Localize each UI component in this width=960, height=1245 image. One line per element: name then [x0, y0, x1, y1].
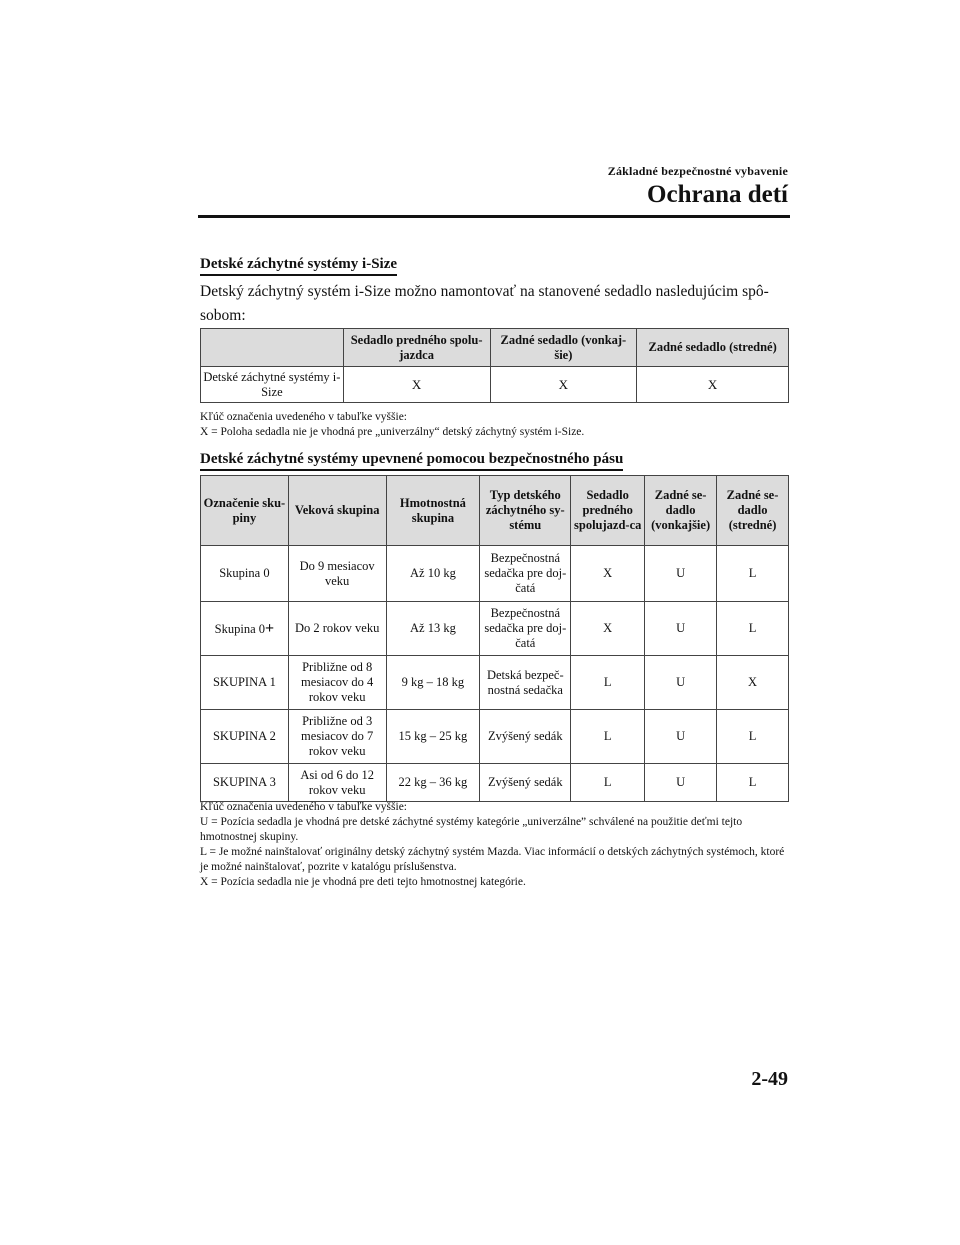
table-cell: Zvýšený sedák	[480, 710, 571, 764]
table-cell: L	[717, 546, 789, 602]
notes-isize	[200, 410, 792, 440]
table-cell: U	[645, 710, 717, 764]
table-cell: Detské záchytné systémy i-Size	[201, 367, 344, 403]
table-cell: L	[571, 656, 645, 710]
table-cell: Až 13 kg	[386, 602, 480, 656]
table-cell: Približne od 3 mesiacov do 7 rokov veku	[288, 710, 386, 764]
table-row	[201, 764, 789, 802]
table-cell: Bezpečnostná sedačka pre doj-čatá	[480, 546, 571, 602]
table-header-cell: Veková skupina	[288, 476, 386, 546]
table-cell	[201, 602, 289, 656]
table-row	[201, 710, 789, 764]
table-header-cell: Typ detského záchytného sy-stému	[480, 476, 571, 546]
table-cell: X	[717, 656, 789, 710]
table-header-cell: Označenie sku-piny	[201, 476, 289, 546]
table-header-cell: Sedadlo predného spolu-jazdca	[343, 329, 490, 367]
table-cell: U	[645, 602, 717, 656]
belt-table	[200, 475, 789, 802]
table-cell: 9 kg – 18 kg	[386, 656, 480, 710]
table-header-cell: Sedadlo predného spolujazd-ca	[571, 476, 645, 546]
table-cell: Bezpečnostná sedačka pre doj-čatá	[480, 602, 571, 656]
table-cell: X	[343, 367, 490, 403]
group-label: Skupina 0	[214, 621, 266, 636]
table-cell: 15 kg – 25 kg	[386, 710, 480, 764]
note-line: Kľúč označenia uvedeného v tabuľke vyššie:	[200, 411, 408, 423]
section-subtitle: Základné bezpečnostné vybavenie	[607, 164, 788, 178]
table-row	[201, 546, 789, 602]
table-cell: X	[571, 546, 645, 602]
table-cell: Skupina 0	[201, 546, 289, 602]
table-cell: U	[645, 656, 717, 710]
table-cell: Do 9 mesiacov veku	[288, 546, 386, 602]
table-cell: L	[717, 710, 789, 764]
page-number: 2-49	[751, 1068, 788, 1090]
table-header-cell: Zadné se-dadlo (vonkajšie)	[645, 476, 717, 546]
table-cell: SKUPINA 2	[201, 710, 289, 764]
table-cell: 22 kg – 36 kg	[386, 764, 480, 802]
table-cell: Detská bezpeč-nostná sedačka	[480, 656, 571, 710]
note-line: Kľúč označenia uvedeného v tabuľke vyššie:	[200, 801, 408, 813]
table-cell: X	[637, 367, 789, 403]
table-header-cell	[201, 329, 344, 367]
page-title: Ochrana detí	[647, 181, 788, 208]
table-cell: L	[571, 764, 645, 802]
table-cell: L	[571, 710, 645, 764]
table-header-cell: Zadné sedadlo (vonkaj-šie)	[490, 329, 637, 367]
table-cell: L	[717, 764, 789, 802]
note-line: U = Pozícia sedadla je vhodná pre detské záchytné systémy kategórie „univerzálne” schválené na použitie deťmi tejto hmotnostnej skupiny.	[200, 816, 743, 843]
note-line: L = Je možné nainštalovať originálny detský záchytný systém Mazda. Viac informácií o detských záchytných systémoch, ktoré je možné nainštalovať, pozrite v katalógu príslušenstva.	[200, 846, 785, 873]
table-cell: Približne od 8 mesiacov do 4 rokov veku	[288, 656, 386, 710]
table-cell: X	[571, 602, 645, 656]
table-cell: SKUPINA 1	[201, 656, 289, 710]
table-cell: Až 10 kg	[386, 546, 480, 602]
table-header-cell: Zadné se-dadlo (stredné)	[717, 476, 789, 546]
note-line: X = Pozícia sedadla nie je vhodná pre deti tejto hmotnostnej kategórie.	[200, 876, 526, 888]
table-cell: L	[717, 602, 789, 656]
table-cell: Asi od 6 do 12 rokov veku	[288, 764, 386, 802]
header-rule	[198, 215, 790, 218]
table-cell: U	[645, 546, 717, 602]
heading-isize: Detské záchytné systémy i-Size	[200, 255, 397, 276]
note-line: X = Poloha sedadla nie je vhodná pre „univerzálny“ detský záchytný systém i-Size.	[200, 426, 585, 438]
table-cell: Zvýšený sedák	[480, 764, 571, 802]
table-cell: Do 2 rokov veku	[288, 602, 386, 656]
isize-table	[200, 328, 789, 403]
table-row	[201, 602, 789, 656]
table-row	[201, 656, 789, 710]
table-header-cell: Zadné sedadlo (stredné)	[637, 329, 789, 367]
heading-belt: Detské záchytné systémy upevnené pomocou bezpečnostného pásu	[200, 450, 623, 471]
intro-paragraph: Detský záchytný systém i-Size možno namontovať na stanovené sedadlo nasledujúcim spô-sobom:	[200, 283, 769, 324]
plus-icon: +	[265, 619, 275, 637]
table-cell: U	[645, 764, 717, 802]
table-header-row	[201, 329, 789, 367]
table-header-row	[201, 476, 789, 546]
table-cell: SKUPINA 3	[201, 764, 289, 802]
table-row	[201, 367, 789, 403]
table-header-cell: Hmotnostná skupina	[386, 476, 480, 546]
notes-belt	[200, 800, 792, 890]
table-cell: X	[490, 367, 637, 403]
